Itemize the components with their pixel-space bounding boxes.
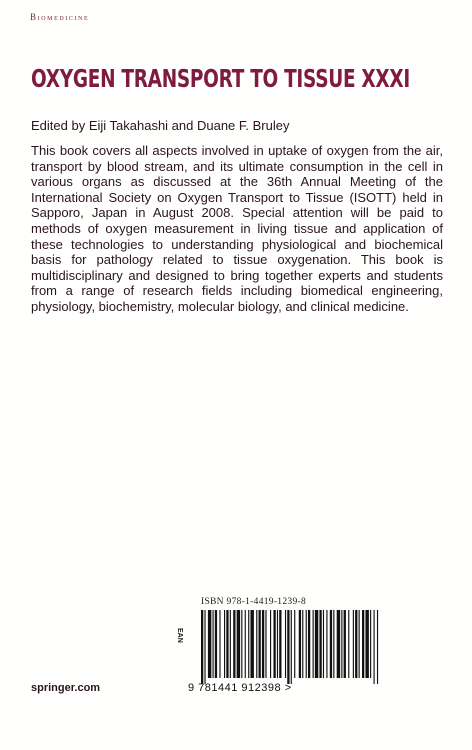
barcode-bar	[326, 610, 327, 678]
publisher-url: springer.com	[31, 682, 101, 694]
barcode-bar	[355, 610, 357, 678]
isbn-number: ISBN 978-1-4419-1239-8	[201, 597, 307, 607]
barcode-bar	[241, 610, 242, 678]
barcode-bar	[323, 610, 324, 678]
barcode-bar	[308, 610, 310, 678]
barcode-bar	[306, 610, 307, 678]
barcode-bar	[204, 610, 205, 684]
barcode-bar	[365, 610, 368, 678]
barcode-bar	[277, 610, 278, 678]
barcode-bar	[262, 610, 264, 678]
barcode-bar	[201, 610, 203, 684]
barcode-bar	[230, 610, 231, 678]
barcode-bar	[315, 610, 318, 678]
barcode-bar	[233, 610, 235, 678]
barcode-bar	[362, 610, 364, 678]
barcode-bar	[291, 610, 292, 684]
barcode-bar	[377, 610, 378, 684]
barcode-bar	[319, 610, 321, 678]
barcode-bar	[299, 610, 301, 678]
book-description: This book covers all aspects involved in uptake of oxygen from the air, transport by blood stream, and its ultimate consumption in the cell in various organs as discussed at the 36th Annual Meeting of the International Society on Oxygen Transport to Tissue (ISOTT) held in Sapporo, Japan in August 2008. Special attention will be paid to methods of oxygen measurement in living tissue and application of these technologies to understanding physiological and biochemical basis for pathology related to tissue oxygenation. This book is multidisciplinary and designed to bring together experts and students from a range of research fields including biomedical engineering, physiology, biochemistry, molecular biology, and clinical medicine.	[31, 143, 443, 314]
barcode-bar	[250, 610, 253, 678]
barcode-bar	[248, 610, 249, 678]
barcode-bar	[359, 610, 360, 678]
barcode-bar	[226, 610, 228, 678]
book-title: OXYGEN TRANSPORT TO TISSUE XXXI	[31, 64, 410, 93]
barcode-bar	[213, 610, 214, 678]
barcode-bar	[245, 610, 246, 678]
ean-label: EAN	[176, 628, 183, 643]
barcode-bar	[265, 610, 266, 678]
barcode-bar	[330, 610, 332, 678]
barcode-bar	[237, 610, 240, 678]
barcode-bar	[344, 610, 346, 678]
editors-line: Edited by Eiji Takahashi and Duane F. Bruley	[31, 118, 290, 133]
barcode-bar	[208, 610, 211, 678]
barcode-bar	[256, 610, 257, 678]
barcode-bar	[219, 610, 220, 678]
barcode-bar	[337, 610, 340, 678]
barcode-digits: 9 781441 912398 >	[188, 682, 292, 694]
barcode-bar	[313, 610, 314, 678]
series-label: Biomedicine	[30, 12, 90, 22]
barcode-bar	[294, 610, 295, 678]
barcode-bar	[333, 610, 334, 678]
barcode-bar	[370, 610, 371, 678]
barcode-bar	[287, 610, 289, 684]
barcode-bar	[302, 610, 303, 678]
barcode-bar	[273, 610, 275, 678]
barcode-bar	[215, 610, 217, 678]
barcode-icon	[199, 610, 381, 686]
barcode-bar	[374, 610, 375, 684]
barcode-bar	[279, 610, 281, 678]
barcode-bar	[224, 610, 225, 678]
barcode-graphic	[199, 610, 381, 686]
barcode-bar	[270, 610, 271, 678]
barcode-bar	[341, 610, 342, 678]
barcode-bar	[353, 610, 354, 678]
barcode-bar	[259, 610, 261, 678]
barcode-bar	[285, 610, 286, 678]
barcode-bar	[348, 610, 349, 678]
